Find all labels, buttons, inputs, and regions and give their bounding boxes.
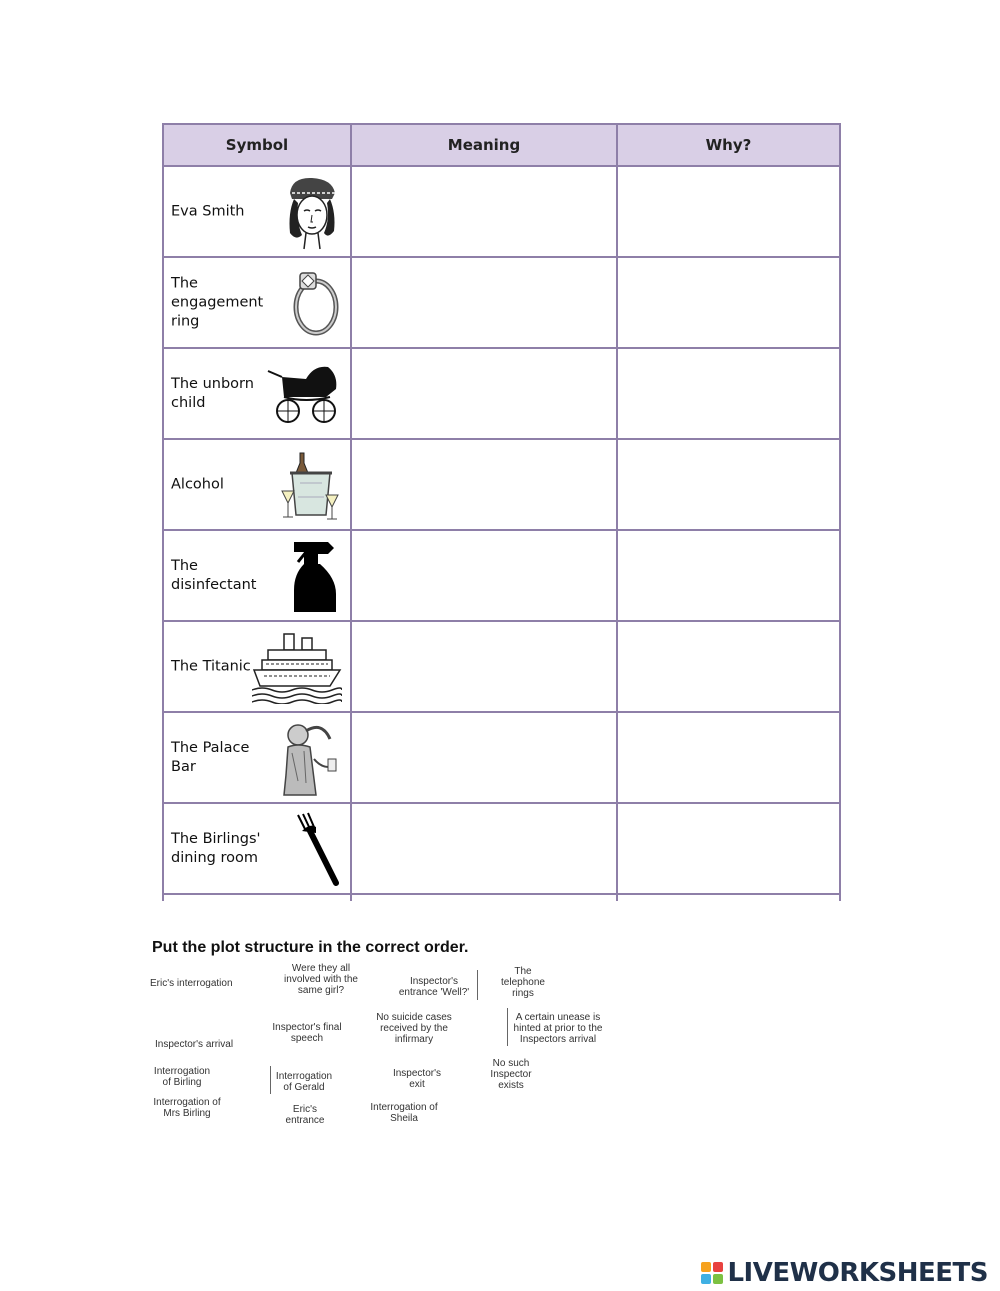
table-row [163,530,840,621]
header-symbol: Symbol [163,124,351,166]
plot-item-interrogation-birling[interactable]: Interrogation of Birling [153,1066,211,1088]
plot-item-interrogation-mrs-birling[interactable]: Interrogation of Mrs Birling [153,1097,221,1119]
divider-mark [270,1066,271,1094]
why-cell[interactable] [617,530,840,621]
plot-item-interrogation-sheila[interactable]: Interrogation of Sheila [370,1102,438,1124]
meaning-cell[interactable] [351,530,617,621]
ring-icon [286,267,342,339]
plot-item-same-girl[interactable]: Were they all involved with the same girl? [284,963,358,996]
table-row [163,166,840,257]
meaning-cell[interactable] [351,803,617,894]
plot-item-no-such-inspector[interactable]: No such Inspector exists [490,1058,532,1091]
meaning-cell[interactable] [351,166,617,257]
why-cell[interactable] [617,257,840,348]
table-row [163,439,840,530]
plot-item-erics-interrogation[interactable]: Eric's interrogation [150,978,233,989]
plot-title: Put the plot structure in the correct order. [152,939,469,956]
plot-item-interrogation-gerald[interactable]: Interrogation of Gerald [275,1071,333,1093]
plot-item-certain-unease[interactable]: A certain unease is hinted at prior to the Inspectors arrival [513,1012,603,1045]
why-cell[interactable] [617,348,840,439]
symbol-cell [163,803,351,894]
table-row [163,257,840,348]
liveworksheets-logo [701,1258,988,1288]
ship-icon [252,630,342,704]
symbol-label: The Birlings' dining room [171,830,261,866]
symbol-label: The unborn child [171,375,254,411]
plot-item-inspectors-arrival[interactable]: Inspector's arrival [155,1039,234,1050]
symbol-cell [163,621,351,712]
logo-square [701,1262,711,1272]
table-row [163,621,840,712]
symbol-cell [163,166,351,257]
symbol-label: The Palace Bar [171,739,250,775]
fork-icon [292,811,342,887]
plot-item-erics-entrance[interactable]: Eric's entrance [285,1104,325,1126]
symbols-table [162,123,841,901]
plot-item-no-suicide-cases[interactable]: No suicide cases received by the infirmary [376,1012,452,1045]
meaning-cell[interactable] [351,621,617,712]
logo-square [701,1274,711,1284]
logo-text: LIVEWORKSHEETS [727,1258,988,1288]
divider-mark [477,970,478,1000]
table-row [163,348,840,439]
symbol-label: The engagement ring [171,275,264,329]
symbol-label: The Titanic [171,658,251,674]
why-cell[interactable] [617,439,840,530]
logo-mark-icon [701,1262,723,1284]
plot-item-inspectors-exit[interactable]: Inspector's exit [392,1068,442,1090]
table-tail [163,894,840,901]
spray-bottle-icon [288,538,342,614]
meaning-cell[interactable] [351,348,617,439]
why-cell[interactable] [617,621,840,712]
champagne-bucket-icon [280,447,342,523]
symbol-cell [163,530,351,621]
pram-icon [266,363,342,425]
woman-portrait-icon [280,173,342,251]
symbol-cell [163,348,351,439]
symbol-label: The disinfectant [171,557,257,593]
logo-square [713,1262,723,1272]
table-row [163,712,840,803]
symbol-label: Alcohol [171,476,224,492]
table-row [163,803,840,894]
symbol-cell [163,439,351,530]
table-header-row [163,124,840,166]
header-meaning: Meaning [351,124,617,166]
meaning-cell[interactable] [351,712,617,803]
plot-item-inspectors-entrance[interactable]: Inspector's entrance 'Well?' [398,976,470,998]
header-why: Why? [617,124,840,166]
plot-item-telephone-rings[interactable]: The telephone rings [501,966,545,999]
why-cell[interactable] [617,712,840,803]
why-cell[interactable] [617,166,840,257]
symbol-label: Eva Smith [171,203,245,219]
drinking-man-icon [276,719,342,797]
meaning-cell[interactable] [351,257,617,348]
symbol-cell [163,712,351,803]
plot-item-final-speech[interactable]: Inspector's final speech [272,1022,342,1044]
logo-square [713,1274,723,1284]
meaning-cell[interactable] [351,439,617,530]
why-cell[interactable] [617,803,840,894]
symbol-cell [163,257,351,348]
